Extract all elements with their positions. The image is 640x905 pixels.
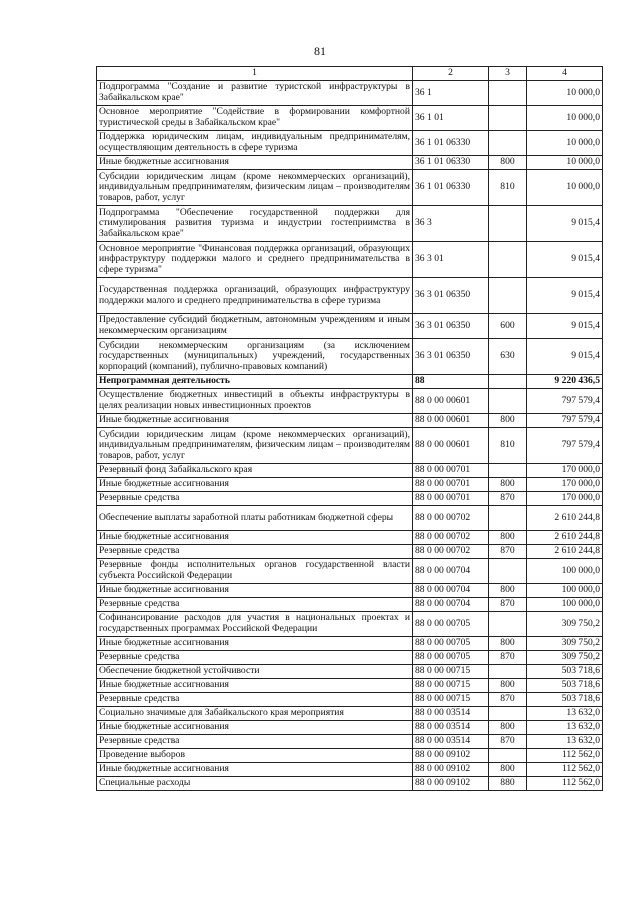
cell-name: Иные бюджетные ассигнования [97,156,413,170]
cell-expense-type [489,375,527,389]
cell-name: Подпрограмма "Создание и развитие туристской инфраструктуры в Забайкальском крае" [97,81,413,106]
cell-code: 88 0 00 00705 [413,637,489,651]
cell-name: Субсидии юридическим лицам (кроме некоммерческих организаций), индивидуальным предпринимателям, физическим лицам – производителям товаров, работ, услуг [97,170,413,206]
cell-name: Резервные средства [97,545,413,559]
cell-code: 88 0 00 00715 [413,693,489,707]
cell-expense-type [489,278,527,314]
cell-amount: 112 562,0 [527,749,603,763]
cell-expense-type [489,242,527,278]
cell-name: Иные бюджетные ассигнования [97,478,413,492]
table-row [97,81,603,106]
table-row [97,375,603,389]
cell-code: 36 1 [413,81,489,106]
cell-code: 88 0 00 00702 [413,531,489,545]
cell-amount: 10 000,0 [527,106,603,131]
cell-amount: 309 750,2 [527,612,603,637]
cell-code: 88 0 00 03514 [413,735,489,749]
table-row [97,478,603,492]
table-row [97,106,603,131]
cell-amount: 9 015,4 [527,314,603,339]
cell-code: 88 0 00 00704 [413,584,489,598]
cell-code: 88 0 00 09102 [413,763,489,777]
cell-code: 88 [413,375,489,389]
cell-expense-type: 800 [489,637,527,651]
table-row [97,428,603,464]
cell-name: Непрограммная деятельность [97,375,413,389]
table-row [97,777,603,791]
page-number: 81 [314,44,326,58]
cell-expense-type [489,707,527,721]
table-row [97,721,603,735]
cell-expense-type: 870 [489,545,527,559]
table-row [97,637,603,651]
cell-code: 36 3 01 [413,242,489,278]
table-row [97,506,603,531]
cell-amount: 309 750,2 [527,637,603,651]
cell-name: Обеспечение выплаты заработной платы работникам бюджетной сферы [97,506,413,531]
cell-code: 88 0 00 00705 [413,651,489,665]
cell-name: Иные бюджетные ассигнования [97,531,413,545]
table-row [97,693,603,707]
cell-amount: 9 015,4 [527,206,603,242]
table-row [97,707,603,721]
cell-name: Резервные средства [97,598,413,612]
cell-name: Резервные средства [97,651,413,665]
header-cell-type: 3 [489,67,527,81]
cell-amount: 100 000,0 [527,559,603,584]
cell-code: 88 0 00 00701 [413,478,489,492]
cell-code: 88 0 00 00702 [413,545,489,559]
cell-code: 88 0 00 09102 [413,777,489,791]
cell-code: 88 0 00 00601 [413,428,489,464]
cell-amount: 170 000,0 [527,464,603,478]
cell-code: 36 1 01 06330 [413,170,489,206]
table-row [97,735,603,749]
table-row [97,492,603,506]
cell-amount: 13 632,0 [527,735,603,749]
cell-name: Иные бюджетные ассигнования [97,679,413,693]
table-row [97,651,603,665]
cell-code: 88 0 00 00715 [413,665,489,679]
cell-code: 36 3 01 06350 [413,278,489,314]
cell-expense-type: 870 [489,651,527,665]
table-row [97,531,603,545]
cell-expense-type [489,206,527,242]
cell-name: Резервные фонды исполнительных органов государственной власти субъекта Российской Федерации [97,559,413,584]
cell-code: 36 3 01 06350 [413,314,489,339]
table-row [97,156,603,170]
header-cell-amount: 4 [527,67,603,81]
cell-amount: 503 718,6 [527,665,603,679]
cell-name: Резервные средства [97,492,413,506]
cell-expense-type: 800 [489,414,527,428]
cell-code: 36 1 01 06330 [413,131,489,156]
cell-expense-type: 870 [489,693,527,707]
cell-amount: 503 718,6 [527,679,603,693]
cell-code: 88 0 00 00715 [413,679,489,693]
cell-amount: 9 220 436,5 [527,375,603,389]
cell-code: 88 0 00 09102 [413,749,489,763]
cell-expense-type: 800 [489,478,527,492]
cell-expense-type: 870 [489,735,527,749]
cell-name: Субсидии юридическим лицам (кроме некоммерческих организаций), индивидуальным предпринимателям, физическим лицам – производителям товаров, работ, услуг [97,428,413,464]
cell-name: Резервные средства [97,693,413,707]
cell-expense-type: 870 [489,492,527,506]
cell-amount: 797 579,4 [527,414,603,428]
cell-code: 88 0 00 00704 [413,559,489,584]
cell-amount: 2 610 244,8 [527,506,603,531]
cell-code: 36 1 01 [413,106,489,131]
cell-expense-type [489,106,527,131]
table-row [97,339,603,375]
table-row [97,749,603,763]
table-row [97,598,603,612]
cell-expense-type [489,665,527,679]
cell-code: 88 0 00 03514 [413,707,489,721]
cell-name: Осуществление бюджетных инвестиций в объекты инфраструктуры в целях реализации новых инвестиционных проектов [97,389,413,414]
cell-amount: 112 562,0 [527,777,603,791]
cell-code: 36 3 01 06350 [413,339,489,375]
cell-amount: 9 015,4 [527,339,603,375]
cell-code: 88 0 00 00601 [413,414,489,428]
cell-amount: 9 015,4 [527,242,603,278]
cell-code: 88 0 00 00701 [413,492,489,506]
cell-amount: 309 750,2 [527,651,603,665]
table-row [97,314,603,339]
cell-name: Иные бюджетные ассигнования [97,637,413,651]
cell-name: Субсидии некоммерческим организациям (за исключением государственных (муниципальных) учреждений, государственных корпораций (компаний), публично-правовых компаний) [97,339,413,375]
cell-amount: 100 000,0 [527,584,603,598]
cell-name: Проведение выборов [97,749,413,763]
cell-amount: 170 000,0 [527,492,603,506]
cell-name: Резервные средства [97,735,413,749]
table-row [97,665,603,679]
table-row [97,206,603,242]
table-row [97,464,603,478]
cell-expense-type: 800 [489,679,527,693]
table-row [97,612,603,637]
cell-expense-type [489,131,527,156]
table-row [97,414,603,428]
cell-expense-type [489,559,527,584]
cell-expense-type: 800 [489,721,527,735]
table-row [97,131,603,156]
cell-amount: 9 015,4 [527,278,603,314]
cell-name: Иные бюджетные ассигнования [97,584,413,598]
cell-expense-type [489,749,527,763]
cell-name: Поддержка юридическим лицам, индивидуальным предпринимателям, осуществляющим деятельность в сфере туризма [97,131,413,156]
cell-name: Специальные расходы [97,777,413,791]
cell-amount: 112 562,0 [527,763,603,777]
header-cell-code: 2 [413,67,489,81]
cell-amount: 170 000,0 [527,478,603,492]
cell-expense-type: 800 [489,584,527,598]
cell-code: 88 0 00 00601 [413,389,489,414]
cell-name: Государственная поддержка организаций, образующих инфраструктуру поддержки малого и среднего предпринимательства в сфере туризма [97,278,413,314]
table-row [97,170,603,206]
cell-name: Основное мероприятие "Содействие в формировании комфортной туристической среды в Забайкальском крае" [97,106,413,131]
header-cell-name: 1 [97,67,413,81]
table-row [97,559,603,584]
cell-amount: 13 632,0 [527,721,603,735]
table-row [97,584,603,598]
cell-name: Резервный фонд Забайкальского края [97,464,413,478]
cell-code: 88 0 00 00704 [413,598,489,612]
cell-expense-type: 630 [489,339,527,375]
cell-code: 88 0 00 00705 [413,612,489,637]
table-row [97,679,603,693]
cell-name: Основное мероприятие "Финансовая поддержка организаций, образующих инфраструктуру поддержки малого и среднего предпринимательства в сфере туризма" [97,242,413,278]
cell-code: 88 0 00 00702 [413,506,489,531]
cell-expense-type: 800 [489,763,527,777]
cell-expense-type [489,612,527,637]
cell-name: Подпрограмма "Обеспечение государственной поддержки для стимулирования развития туризма и индустрии гостеприимства в Забайкальском крае" [97,206,413,242]
cell-amount: 2 610 244,8 [527,545,603,559]
cell-name: Иные бюджетные ассигнования [97,414,413,428]
cell-name: Иные бюджетные ассигнования [97,721,413,735]
cell-amount: 2 610 244,8 [527,531,603,545]
cell-expense-type: 870 [489,598,527,612]
cell-amount: 100 000,0 [527,598,603,612]
table-row [97,389,603,414]
cell-code: 88 0 00 03514 [413,721,489,735]
table-header-row [97,67,603,81]
cell-expense-type [489,464,527,478]
cell-code: 88 0 00 00701 [413,464,489,478]
cell-expense-type: 810 [489,428,527,464]
cell-expense-type [489,506,527,531]
cell-amount: 10 000,0 [527,81,603,106]
budget-table [96,66,603,791]
table-row [97,278,603,314]
table-row [97,242,603,278]
cell-name: Социально значимые для Забайкальского края мероприятия [97,707,413,721]
cell-code: 36 1 01 06330 [413,156,489,170]
cell-amount: 10 000,0 [527,170,603,206]
cell-expense-type [489,81,527,106]
cell-amount: 797 579,4 [527,389,603,414]
table-row [97,545,603,559]
cell-expense-type [489,389,527,414]
budget-table-body [97,67,603,791]
cell-expense-type: 800 [489,156,527,170]
cell-code: 36 3 [413,206,489,242]
cell-expense-type: 880 [489,777,527,791]
cell-name: Софинансирование расходов для участия в национальных проектах и государственных программах Российской Федерации [97,612,413,637]
table-row [97,763,603,777]
cell-name: Обеспечение бюджетной устойчивости [97,665,413,679]
cell-amount: 503 718,6 [527,693,603,707]
cell-expense-type: 810 [489,170,527,206]
cell-expense-type: 600 [489,314,527,339]
cell-expense-type: 800 [489,531,527,545]
cell-name: Предоставление субсидий бюджетным, автономным учреждениям и иным некоммерческим организациям [97,314,413,339]
cell-amount: 13 632,0 [527,707,603,721]
cell-amount: 797 579,4 [527,428,603,464]
cell-name: Иные бюджетные ассигнования [97,763,413,777]
cell-amount: 10 000,0 [527,156,603,170]
cell-amount: 10 000,0 [527,131,603,156]
